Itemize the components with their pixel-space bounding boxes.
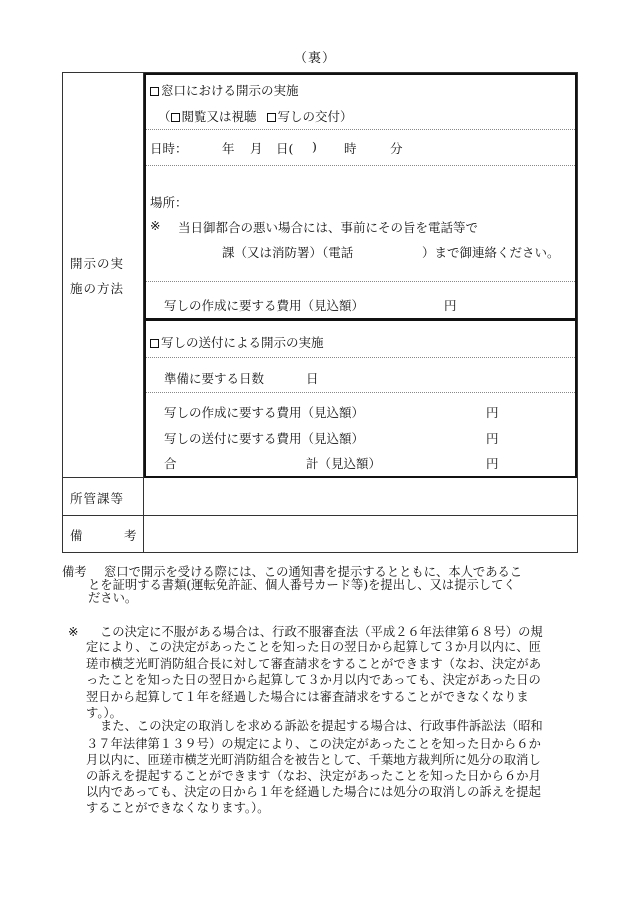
creation-cost-unit: 円 xyxy=(486,405,499,420)
divider xyxy=(146,281,575,282)
view-option-checkbox[interactable] xyxy=(171,113,180,122)
footnote-body: 窓口で開示を受ける際には、この通知書を提示するとともに、本人であるこ xyxy=(104,565,523,579)
footnote-body-cont: とを証明する書類(運転免許証、個人番号カード等)を提出し、又は提示してく ださい。 xyxy=(88,578,516,605)
creation-cost-label: 写しの作成に要する費用（見込額） xyxy=(164,405,365,420)
appeal-mark: ※ xyxy=(68,625,79,639)
month-label: 月 xyxy=(250,141,263,156)
copy-option-label: 写しの交付 xyxy=(277,109,341,124)
total-label-a: 合 xyxy=(164,456,177,471)
remarks-value-cell[interactable] xyxy=(145,516,577,552)
prep-days-unit: 日 xyxy=(306,371,319,386)
notice-mark: ※ xyxy=(150,218,161,233)
mail-disclosure-box xyxy=(144,319,577,478)
window-options: （ 閲覧又は視聴 写しの交付） xyxy=(158,109,353,124)
mail-disclosure-title: 写しの送付による開示の実施 xyxy=(150,333,324,351)
hour-label: 時 xyxy=(344,141,357,156)
appeal-p2-first: また、この決定の取消しを求める訴訟を提起する場合は、行政事件訴訟法（昭和 xyxy=(100,719,543,733)
divider xyxy=(146,392,575,393)
prep-days-label: 準備に要する日数 xyxy=(164,371,265,386)
place-label: 場所： xyxy=(150,195,188,210)
mail-disclosure-checkbox[interactable] xyxy=(150,339,159,348)
department-label: 所管課等 xyxy=(70,491,125,506)
window-disclosure-title: 窓口における開示の実施 xyxy=(150,81,299,99)
window-copy-cost-label: 写しの作成に要する費用（見込額） xyxy=(164,298,365,313)
appeal-p1-first: この決定に不服がある場合は、行政不服審査法（平成２６年法律第６８号）の規 xyxy=(100,625,543,639)
appeal-paragraph-1: 定により、この決定があったことを知った日の翌日から起算して３か月以内に、匝 瑳市横芝光町消防組合長に対して審査請求をすることができます（なお、決定があ ったことを知った日の翌日から起算して３か月以内であっても、決定があった日の 翌日から起算して１年を経過した場合には審査請求をすることができなくなりま す。）。 xyxy=(86,640,541,720)
year-label: 年 xyxy=(222,141,235,156)
copy-option-checkbox[interactable] xyxy=(267,113,276,122)
method-label-line2: 施の方法 xyxy=(70,281,125,296)
day-close-label: ) xyxy=(312,139,317,154)
page-side-label: （裏） xyxy=(293,51,336,66)
total-unit: 円 xyxy=(486,456,499,471)
view-option-label: 閲覧又は視聴 xyxy=(181,109,257,124)
divider xyxy=(146,165,575,166)
total-label-b: 計（見込額） xyxy=(306,456,382,471)
remarks-label-1: 備 xyxy=(70,528,84,543)
divider xyxy=(146,357,575,358)
datetime-label: 日時： xyxy=(150,141,188,156)
remarks-label-2: 考 xyxy=(124,528,138,543)
footnote-label: 備考 xyxy=(62,565,87,579)
method-label-line1: 開示の実 xyxy=(70,256,125,271)
appeal-paragraph-2: ３７年法律第１３９号）の規定により、この決定があったことを知った日から６か 月以内に、匝瑳市横芝光町消防組合を被告として、千葉地方裁判所に処分の取消し の訴えを提起することができます（なお、決定があったことを知った日から６か月 以内であっても、決定の日から１年を経過した場合には処分の取消しの訴えを提起 することができなくなります。）。 xyxy=(86,737,541,815)
divider xyxy=(146,129,575,130)
day-label: 日( xyxy=(276,141,294,156)
window-disclosure-box xyxy=(144,73,577,320)
minute-label: 分 xyxy=(390,141,403,156)
notice-line2: 課（又は消防署）（電話 xyxy=(222,245,354,260)
mail-cost-unit: 円 xyxy=(486,431,499,446)
window-disclosure-checkbox[interactable] xyxy=(150,87,159,96)
notice-line2-end: ）まで御連絡ください。 xyxy=(422,245,560,260)
notice-line1: 当日御都合の悪い場合には、事前にその旨を電話等で xyxy=(178,220,479,235)
window-copy-cost-unit: 円 xyxy=(444,298,457,313)
department-value-cell[interactable] xyxy=(145,478,577,515)
mail-cost-label: 写しの送付に要する費用（見込額） xyxy=(164,431,365,446)
